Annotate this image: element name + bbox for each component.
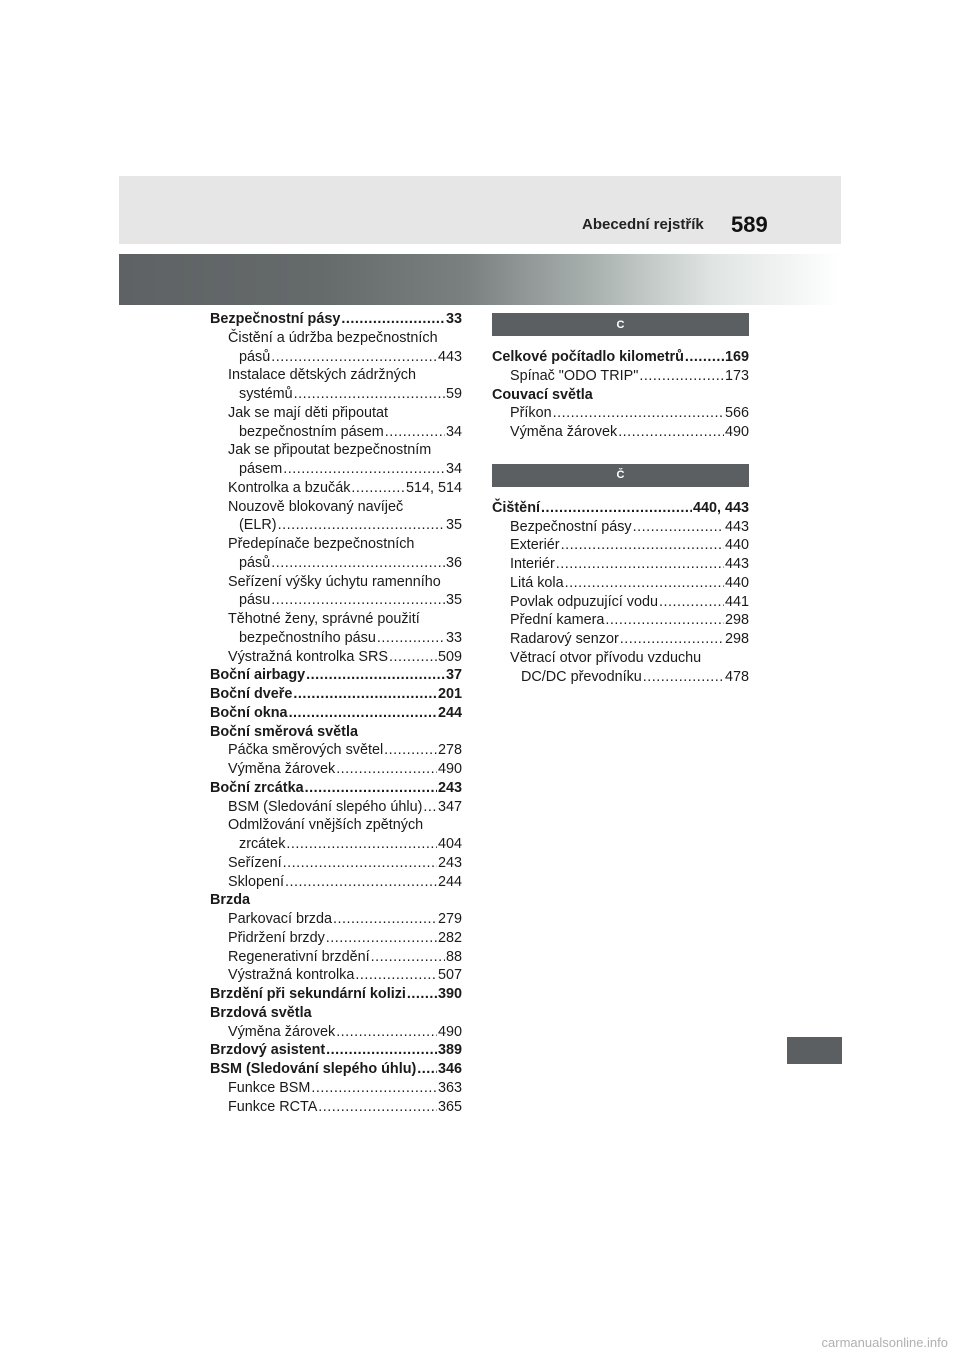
- index-entry: [210, 760, 462, 779]
- entry-page: 298: [724, 612, 749, 629]
- entry-page: 440: [724, 537, 749, 554]
- entry-page: 278: [437, 742, 462, 759]
- dot-leader: [385, 423, 445, 442]
- entry-text: Boční airbagy: [210, 667, 306, 684]
- index-entry: [210, 591, 462, 610]
- index-entry: [492, 593, 749, 612]
- dot-leader: [283, 854, 437, 873]
- entry-page: 244: [437, 704, 462, 721]
- entry-text: Litá kola: [510, 574, 564, 591]
- entry-text: Regenerativní brzdění: [228, 948, 370, 965]
- entry-text: Interiér: [510, 556, 555, 572]
- index-entry: [210, 348, 462, 367]
- section-gap: [492, 336, 749, 348]
- entry-text: Spínač "ODO TRIP": [510, 367, 639, 384]
- dot-leader: [293, 685, 437, 704]
- dot-leader: [556, 555, 724, 574]
- entry-page: 298: [724, 631, 749, 647]
- entry-page: 509: [437, 648, 462, 665]
- dot-leader: [605, 611, 724, 630]
- entry-text: Radarový senzor: [510, 631, 619, 647]
- entry-text: Čištění: [492, 499, 540, 516]
- dot-leader: [389, 648, 437, 667]
- section-gap: [492, 442, 749, 464]
- entry-text: bezpečnostního pásu: [239, 629, 376, 646]
- dot-leader: [620, 630, 724, 649]
- entry-page: 440, 443: [692, 499, 749, 516]
- entry-page: 490: [437, 1023, 462, 1040]
- index-entry: [210, 1060, 462, 1079]
- dot-leader: [271, 554, 445, 573]
- dot-leader: [633, 518, 724, 537]
- index-entry: [492, 404, 749, 423]
- entry-text: Funkce BSM: [228, 1079, 311, 1096]
- index-entry: [210, 741, 462, 760]
- watermark: carmanualsonline.info: [821, 1335, 948, 1350]
- entry-text: systémů: [239, 386, 293, 402]
- entry-page: 35: [445, 592, 462, 609]
- index-entry: [492, 536, 749, 555]
- entry-text: Výstražná kontrolka SRS: [228, 648, 388, 665]
- dot-leader: [326, 1041, 437, 1060]
- dot-leader: [371, 948, 445, 967]
- entry-text: pásu: [239, 592, 271, 609]
- entry-text: BSM (Sledování slepého úhlu): [210, 1061, 417, 1077]
- entry-text: Celkové počítadlo kilometrů: [492, 349, 684, 365]
- index-entry: [210, 966, 462, 985]
- dot-leader: [311, 1079, 437, 1098]
- index-entry: [492, 423, 749, 442]
- index-entry: [210, 648, 462, 667]
- dot-leader: [326, 929, 437, 948]
- dot-leader: [553, 404, 724, 423]
- entry-page: 243: [437, 779, 462, 796]
- dot-leader: [351, 479, 405, 498]
- index-column-right: [492, 313, 749, 686]
- entry-text: Bezpečnostní pásy: [210, 311, 341, 327]
- index-column-left: [210, 310, 462, 1116]
- index-entry: [210, 666, 462, 685]
- index-entry: [210, 554, 462, 573]
- index-entry: [210, 985, 462, 1004]
- dot-leader: [407, 985, 437, 1004]
- entry-page: 404: [437, 836, 462, 852]
- index-entry: [210, 1041, 462, 1060]
- entry-page: 201: [437, 686, 462, 702]
- index-entry-heading: Předepínače bezpečnostních: [228, 536, 415, 552]
- entry-page: 514, 514: [405, 479, 462, 496]
- index-entry: [210, 835, 462, 854]
- dot-leader: [423, 798, 437, 817]
- entry-text: Povlak odpuzující vodu: [510, 593, 658, 610]
- entry-page: 243: [437, 854, 462, 871]
- index-entry-heading: Brzda: [210, 892, 250, 909]
- entry-text: Přidržení brzdy: [228, 929, 325, 946]
- dot-leader: [341, 310, 445, 329]
- index-entry: [210, 629, 462, 648]
- entry-page: 279: [437, 911, 462, 927]
- entry-text: Výměna žárovek: [228, 1023, 336, 1040]
- entry-page: 441: [724, 593, 749, 610]
- entry-text: Boční zrcátka: [210, 779, 304, 796]
- entry-text: Bezpečnostní pásy: [510, 518, 632, 535]
- dot-leader: [336, 760, 437, 779]
- entry-page: 33: [445, 311, 462, 327]
- index-entry: [210, 1098, 462, 1117]
- index-entry: [492, 555, 749, 574]
- dot-leader: [541, 499, 692, 518]
- index-entry-heading: Těhotné ženy, správné použití: [228, 611, 420, 627]
- dot-leader: [336, 1023, 437, 1042]
- entry-text: Výměna žárovek: [510, 424, 618, 440]
- index-entry: [210, 779, 462, 798]
- entry-text: BSM (Sledování slepého úhlu): [228, 798, 423, 815]
- entry-text: Boční dveře: [210, 686, 293, 702]
- entry-text: pásů: [239, 554, 271, 571]
- entry-text: Parkovací brzda: [228, 911, 332, 927]
- entry-page: 34: [445, 461, 462, 477]
- dot-leader: [271, 348, 437, 367]
- dot-leader: [271, 591, 445, 610]
- entry-page: 443: [437, 348, 462, 365]
- entry-page: 443: [724, 556, 749, 572]
- index-entry: [210, 910, 462, 929]
- dot-leader: [685, 348, 724, 367]
- index-entry: [210, 1079, 462, 1098]
- entry-page: 244: [437, 873, 462, 890]
- entry-page: 34: [445, 423, 462, 440]
- dot-leader: [305, 779, 437, 798]
- dot-leader: [285, 873, 437, 892]
- entry-page: 35: [445, 517, 462, 534]
- dot-leader: [355, 966, 437, 985]
- index-entry: [210, 479, 462, 498]
- index-entry: [492, 367, 749, 386]
- entry-text: Přední kamera: [510, 612, 605, 629]
- entry-page: 440: [724, 574, 749, 591]
- entry-text: Výstražná kontrolka: [228, 967, 355, 984]
- entry-page: 282: [437, 929, 462, 946]
- section-gap: [492, 487, 749, 499]
- dot-leader: [377, 629, 445, 648]
- dot-leader: [417, 1060, 437, 1079]
- entry-page: 36: [445, 554, 462, 571]
- dot-leader: [384, 741, 437, 760]
- dot-leader: [283, 460, 445, 479]
- dot-leader: [565, 574, 724, 593]
- index-entry: [210, 460, 462, 479]
- entry-text: Boční okna: [210, 704, 288, 721]
- dot-leader: [561, 536, 724, 555]
- index-entry: [492, 611, 749, 630]
- entry-page: 443: [724, 518, 749, 535]
- entry-text: pásem: [239, 461, 283, 477]
- dot-leader: [289, 704, 437, 723]
- index-entry-heading: Odmlžování vnějších zpětných: [228, 817, 424, 834]
- dot-leader: [659, 593, 724, 612]
- index-entry-heading: Čistění a údržba bezpečnostních: [228, 329, 438, 346]
- entry-page: 363: [437, 1079, 462, 1096]
- index-entry: [210, 854, 462, 873]
- index-entry: [210, 385, 462, 404]
- entry-text: Kontrolka a bzučák: [228, 479, 351, 496]
- entry-page: 33: [445, 629, 462, 646]
- dot-leader: [618, 423, 724, 442]
- index-entry: [492, 348, 749, 367]
- index-entry: [210, 516, 462, 535]
- index-entry-heading: Nouzově blokovaný navíječ: [228, 498, 404, 515]
- entry-page: 507: [437, 967, 462, 984]
- entry-page: 490: [437, 761, 462, 777]
- index-entry-heading: Jak se připoutat bezpečnostním: [228, 442, 432, 459]
- entry-page: 346: [437, 1061, 462, 1077]
- letter-section-header: Č: [492, 464, 749, 487]
- entry-text: Výměna žárovek: [228, 761, 336, 777]
- dot-leader: [294, 385, 445, 404]
- entry-page: 169: [724, 349, 749, 365]
- entry-text: Příkon: [510, 405, 552, 422]
- dot-leader: [639, 367, 724, 386]
- entry-text: Brzdový asistent: [210, 1042, 326, 1059]
- entry-text: Seřízení: [228, 854, 282, 871]
- entry-page: 173: [724, 367, 749, 384]
- index-entry: [210, 873, 462, 892]
- section-title: Abecední rejstřík: [582, 216, 704, 233]
- index-entry-heading: Boční směrová světla: [210, 723, 358, 740]
- dot-leader: [643, 668, 724, 687]
- index-entry-heading: Brzdová světla: [210, 1004, 312, 1021]
- index-entry: [210, 310, 462, 329]
- entry-text: Brzdění při sekundární kolizi: [210, 986, 406, 1002]
- index-entry: [492, 630, 749, 649]
- entry-text: DC/DC převodníku: [521, 668, 642, 685]
- index-entry: [210, 704, 462, 723]
- entry-page: 490: [724, 424, 749, 440]
- index-entry-heading: Instalace dětských zádržných: [228, 367, 416, 384]
- index-entry: [210, 929, 462, 948]
- entry-page: 389: [437, 1042, 462, 1059]
- index-entry: [210, 423, 462, 442]
- page-number: 589: [731, 212, 768, 237]
- entry-page: 347: [437, 798, 462, 815]
- entry-page: 37: [445, 667, 462, 684]
- entry-page: 566: [724, 405, 749, 422]
- index-entry: [492, 499, 749, 518]
- index-entry-heading: Couvací světla: [492, 386, 593, 403]
- index-entry-heading: Jak se mají děti připoutat: [228, 404, 388, 421]
- entry-page: 59: [445, 386, 462, 402]
- dot-leader: [286, 835, 437, 854]
- entry-text: (ELR): [239, 517, 277, 534]
- index-entry: [492, 574, 749, 593]
- entry-text: zrcátek: [239, 836, 286, 852]
- entry-text: Páčka směrových světel: [228, 742, 384, 759]
- index-entry: [210, 798, 462, 817]
- dot-leader: [333, 910, 437, 929]
- index-entry: [492, 518, 749, 537]
- entry-text: Sklopení: [228, 873, 285, 890]
- dot-leader: [318, 1098, 437, 1117]
- side-thumb-tab: [787, 1037, 842, 1064]
- index-entry: [210, 1023, 462, 1042]
- index-entry: [210, 948, 462, 967]
- entry-page: 390: [437, 986, 462, 1002]
- entry-page: 88: [445, 948, 462, 965]
- entry-text: Funkce RCTA: [228, 1098, 318, 1115]
- index-entry-heading: Větrací otvor přívodu vzduchu: [510, 649, 702, 666]
- index-entry: [492, 668, 749, 687]
- index-entry: [210, 685, 462, 704]
- entry-text: pásů: [239, 348, 271, 365]
- letter-section-header: C: [492, 313, 749, 336]
- dot-leader: [306, 666, 445, 685]
- entry-text: Exteriér: [510, 537, 560, 554]
- decorative-gradient-band: [119, 254, 841, 305]
- index-entry-heading: Seřízení výšky úchytu ramenního: [228, 573, 441, 590]
- entry-text: bezpečnostním pásem: [239, 423, 384, 440]
- entry-page: 365: [437, 1098, 462, 1115]
- dot-leader: [278, 516, 445, 535]
- entry-page: 478: [724, 668, 749, 685]
